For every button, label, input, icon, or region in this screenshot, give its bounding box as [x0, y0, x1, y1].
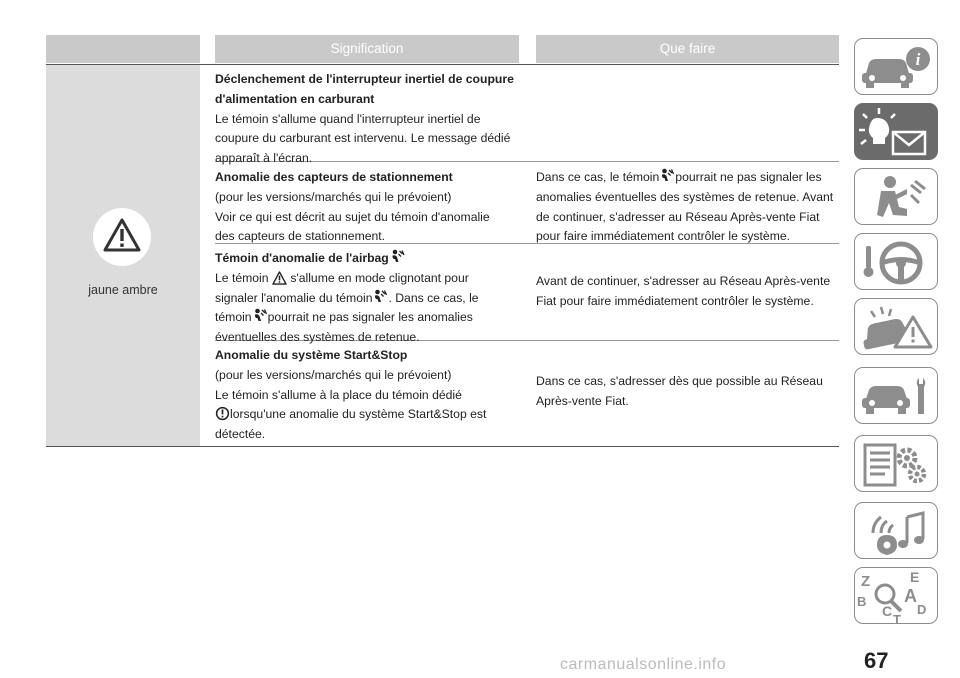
row-3-action-text: Fiat pour faire immédiatement contrôler le système.	[536, 293, 814, 308]
row-3-text: signaler l'anomalie du témoin	[215, 290, 373, 305]
tab-multimedia[interactable]	[854, 502, 938, 559]
warning-triangle-icon	[272, 271, 287, 285]
tab-seat-airbag[interactable]	[854, 168, 938, 225]
tab-maintenance[interactable]	[854, 367, 938, 424]
row-3-text: témoin	[215, 310, 252, 325]
tab-car-info[interactable]	[854, 38, 938, 95]
tab-index[interactable]	[854, 567, 938, 624]
row-4-action	[536, 372, 841, 412]
row-4-text: Le témoin s'allume à la place du témoin dédié	[215, 387, 462, 402]
row-3-action-text: Avant de continuer, s'adresser au Réseau Après-vente	[536, 274, 831, 288]
row-1-line: Le témoin s'allume quand l'interrupteur inertiel de	[215, 111, 481, 126]
steering-wheel-icon	[855, 234, 938, 290]
svg-text:i: i	[915, 50, 921, 69]
warning-light-cell	[46, 65, 200, 447]
row-2-action-text: anomalies éventuelles des systèmes de retenue. Avant	[536, 189, 834, 204]
emergency-icon	[855, 299, 938, 355]
row-3-title: Témoin d'anomalie de l'airbag	[215, 251, 389, 265]
svg-text:C: C	[882, 603, 893, 619]
seat-airbag-icon	[855, 169, 938, 225]
color-label: jaune ambre	[88, 283, 158, 297]
row-2-signification	[215, 168, 520, 247]
svg-text:B: B	[857, 594, 867, 609]
row-1-signification	[215, 70, 520, 169]
svg-text:T: T	[893, 612, 901, 625]
row-1-line: coupure du carburant est intervenu. Le message dédié	[215, 131, 511, 146]
airbag-icon	[372, 289, 388, 305]
warning-lights-icon	[855, 104, 938, 160]
row-1-title: Déclenchement de l'interrupteur inertiel de coupure d'alimentation en carburant	[215, 72, 514, 106]
row-2-line: Voir ce qui est décrit au sujet du témoin d'anomalie	[215, 209, 490, 224]
header-que-faire: Que faire	[536, 35, 839, 63]
row-2-action-text: Dans ce cas, le témoin	[536, 170, 660, 184]
svg-text:A: A	[904, 586, 917, 606]
row-4-text: lorsqu'une anomalie du système Start&Stop est	[230, 407, 487, 422]
airbag-icon	[252, 308, 268, 324]
specifications-icon	[855, 436, 938, 492]
row-3-text: pourrait ne pas signaler les anomalies	[267, 310, 473, 325]
row-4-action-text: Après-vente Fiat.	[536, 393, 629, 408]
row-2-line: des capteurs de stationnement.	[215, 229, 386, 244]
svg-text:D: D	[917, 602, 927, 617]
row-3-text: . Dans ce cas, le	[388, 290, 479, 305]
page-number: 67	[864, 648, 889, 673]
table-bottom-line	[46, 446, 839, 447]
tab-steering-wheel[interactable]	[854, 233, 938, 290]
row-2-line: (pour les versions/marchés qui le prévoient)	[215, 189, 452, 204]
row-3-text: s'allume en mode clignotant pour	[290, 270, 469, 285]
warning-light-badge	[93, 208, 151, 266]
row-3-text: Le témoin	[215, 270, 269, 285]
start-stop-icon	[215, 406, 230, 421]
svg-text:Z: Z	[861, 573, 871, 590]
tab-specifications[interactable]	[854, 435, 938, 492]
tab-emergency[interactable]	[854, 298, 938, 355]
row-1-line: apparaît à l'écran.	[215, 151, 313, 166]
index-icon	[855, 568, 938, 624]
row-4-text: (pour les versions/marchés qui le prévoient)	[215, 367, 452, 382]
svg-text:E: E	[910, 569, 920, 585]
row-2-action-text: pourrait ne pas signaler les	[675, 170, 822, 184]
row-2-action-text: de continuer, s'adresser au Réseau Après-vente Fiat	[536, 209, 820, 224]
row-3-text: éventuelles des systèmes de retenue.	[215, 330, 420, 345]
airbag-icon	[389, 249, 406, 265]
warning-triangle-icon	[102, 216, 142, 256]
header-empty	[46, 35, 200, 63]
row-4-action-text: Dans ce cas, s'adresser dès que possible au Réseau	[536, 374, 823, 388]
watermark-url: carmanualsonline.info	[560, 656, 727, 673]
row-2-action-text: pour faire immédiatement contrôler le système.	[536, 229, 791, 244]
car-info-icon	[855, 39, 938, 95]
row-3-action	[536, 272, 841, 312]
row-4-text: détectée.	[215, 427, 266, 442]
airbag-icon	[659, 168, 675, 184]
multimedia-icon	[855, 503, 938, 559]
row-4-signification	[215, 346, 520, 445]
header-signification: Signification	[215, 35, 519, 63]
row-4-title: Anomalie du système Start&Stop	[215, 348, 408, 362]
tab-warning-lights[interactable]	[854, 103, 938, 160]
row-2-action	[536, 168, 841, 247]
row-2-title: Anomalie des capteurs de stationnement	[215, 170, 453, 184]
row-3-signification	[215, 249, 520, 348]
maintenance-icon	[855, 368, 938, 424]
